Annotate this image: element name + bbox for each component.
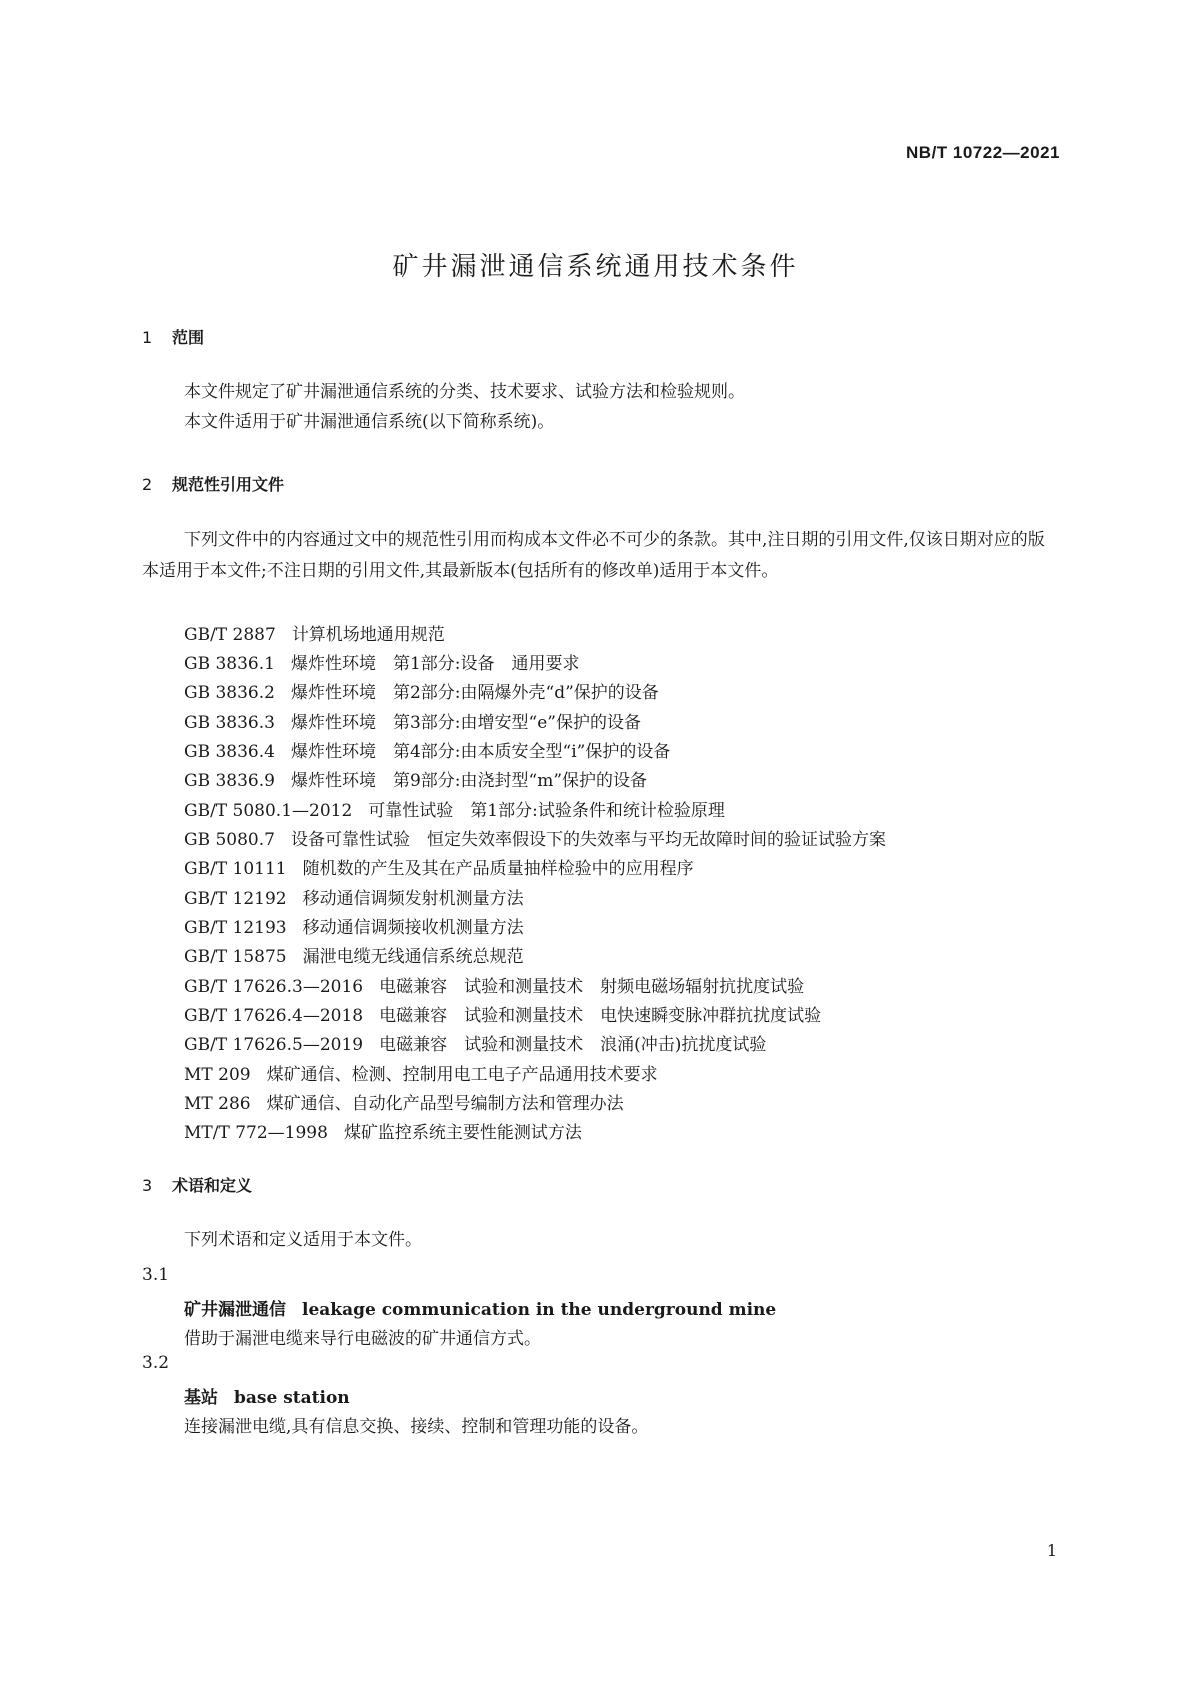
reference-code: GB 3836.1 xyxy=(184,654,275,674)
reference-title: 煤矿通信、自动化产品型号编制方法和管理办法 xyxy=(266,1094,624,1114)
reference-item xyxy=(184,1030,766,1055)
term-heading xyxy=(184,1383,350,1408)
reference-title: 随机数的产生及其在产品质量抽样检验中的应用程序 xyxy=(302,859,694,879)
reference-item xyxy=(184,854,694,879)
term-number: 3.2 xyxy=(142,1353,170,1373)
reference-title: 设备可靠性试验 恒定失效率假设下的失效率与平均无故障时间的验证试验方案 xyxy=(290,830,886,850)
reference-item xyxy=(184,972,804,997)
term-heading xyxy=(184,1295,776,1320)
reference-item xyxy=(184,678,659,703)
reference-title: 煤矿通信、检测、控制用电工电子产品通用技术要求 xyxy=(266,1065,658,1085)
reference-item xyxy=(184,1001,821,1026)
term-en: base station xyxy=(234,1388,350,1408)
reference-item xyxy=(184,620,445,645)
term-zh: 矿井漏泄通信 xyxy=(184,1300,286,1320)
reference-title: 爆炸性环境 第9部分:由浇封型“m”保护的设备 xyxy=(290,771,648,791)
reference-code: GB 5080.7 xyxy=(184,830,275,850)
reference-code: GB 3836.9 xyxy=(184,771,275,791)
reference-title: 可靠性试验 第1部分:试验条件和统计检验原理 xyxy=(368,801,725,821)
reference-title: 爆炸性环境 第3部分:由增安型“e”保护的设备 xyxy=(290,713,641,733)
reference-title: 爆炸性环境 第4部分:由本质安全型“i”保护的设备 xyxy=(290,742,671,762)
reference-code: GB/T 17626.5—2019 xyxy=(184,1035,364,1055)
reference-code: GB 3836.3 xyxy=(184,713,275,733)
reference-code: MT 286 xyxy=(184,1094,251,1114)
reference-code: MT/T 772—1998 xyxy=(184,1123,328,1143)
reference-title: 电磁兼容 试验和测量技术 电快速瞬变脉冲群抗扰度试验 xyxy=(379,1006,822,1026)
section-title: 规范性引用文件 xyxy=(172,475,285,494)
term-definition: 连接漏泄电缆,具有信息交换、接续、控制和管理功能的设备。 xyxy=(184,1417,649,1437)
paragraph: 下列术语和定义适用于本文件。 xyxy=(184,1230,422,1250)
reference-item xyxy=(184,884,524,909)
reference-code: GB/T 2887 xyxy=(184,625,276,645)
reference-title: 煤矿监控系统主要性能测试方法 xyxy=(343,1123,582,1143)
reference-title: 爆炸性环境 第2部分:由隔爆外壳“d”保护的设备 xyxy=(290,683,659,703)
reference-title: 电磁兼容 试验和测量技术 浪涌(冲击)抗扰度试验 xyxy=(379,1035,767,1055)
reference-item xyxy=(184,1089,624,1114)
reference-item xyxy=(184,708,641,733)
reference-code: GB/T 17626.3—2016 xyxy=(184,977,364,997)
reference-title: 移动通信调频发射机测量方法 xyxy=(302,889,524,909)
reference-title: 移动通信调频接收机测量方法 xyxy=(302,918,524,938)
reference-item xyxy=(184,1118,582,1143)
reference-item xyxy=(184,942,524,967)
reference-item xyxy=(184,1060,658,1085)
reference-code: GB/T 12193 xyxy=(184,918,287,938)
reference-item xyxy=(184,796,725,821)
term-definition: 借助于漏泄电缆来导行电磁波的矿井通信方式。 xyxy=(184,1329,541,1349)
reference-item xyxy=(184,649,580,674)
section-number: 1 xyxy=(142,328,153,347)
reference-item xyxy=(184,737,670,762)
reference-code: GB/T 17626.4—2018 xyxy=(184,1006,364,1026)
paragraph: 下列文件中的内容通过文中的规范性引用而构成本文件必不可少的条款。其中,注日期的引用文件,仅该日期对应的版本适用于本文件;不注日期的引用文件,其最新版本(包括所有的修改单)适用于本文件。 xyxy=(142,530,1045,581)
term-en: leakage communication in the underground mine xyxy=(302,1300,777,1320)
paragraph: 本文件规定了矿井漏泄通信系统的分类、技术要求、试验方法和检验规则。 xyxy=(184,382,745,402)
reference-code: GB/T 10111 xyxy=(184,859,287,879)
reference-code: GB/T 12192 xyxy=(184,889,287,909)
reference-code: GB 3836.4 xyxy=(184,742,275,762)
reference-code: GB 3836.2 xyxy=(184,683,275,703)
section-2-heading xyxy=(142,472,284,495)
reference-title: 爆炸性环境 第1部分:设备 通用要求 xyxy=(290,654,580,674)
reference-item xyxy=(184,913,524,938)
document-title: 矿井漏泄通信系统通用技术条件 xyxy=(392,252,799,282)
page-number: 1 xyxy=(1046,1541,1057,1560)
reference-code: MT 209 xyxy=(184,1065,251,1085)
section-3-heading xyxy=(142,1173,252,1196)
reference-item xyxy=(184,825,886,850)
section-number: 2 xyxy=(142,475,153,494)
standard-number: NB/T 10722—2021 xyxy=(906,143,1060,162)
reference-title: 漏泄电缆无线通信系统总规范 xyxy=(302,947,524,967)
term-number: 3.1 xyxy=(142,1265,170,1285)
reference-title: 计算机场地通用规范 xyxy=(291,625,445,645)
reference-title: 电磁兼容 试验和测量技术 射频电磁场辐射抗扰度试验 xyxy=(379,977,805,997)
section-number: 3 xyxy=(142,1176,153,1195)
reference-item xyxy=(184,766,647,791)
section-title: 术语和定义 xyxy=(172,1176,253,1195)
reference-code: GB/T 15875 xyxy=(184,947,287,967)
reference-code: GB/T 5080.1—2012 xyxy=(184,801,353,821)
paragraph: 本文件适用于矿井漏泄通信系统(以下简称系统)。 xyxy=(184,412,555,432)
section-1-heading xyxy=(142,325,204,348)
term-zh: 基站 xyxy=(184,1388,218,1408)
section-title: 范围 xyxy=(172,328,205,347)
